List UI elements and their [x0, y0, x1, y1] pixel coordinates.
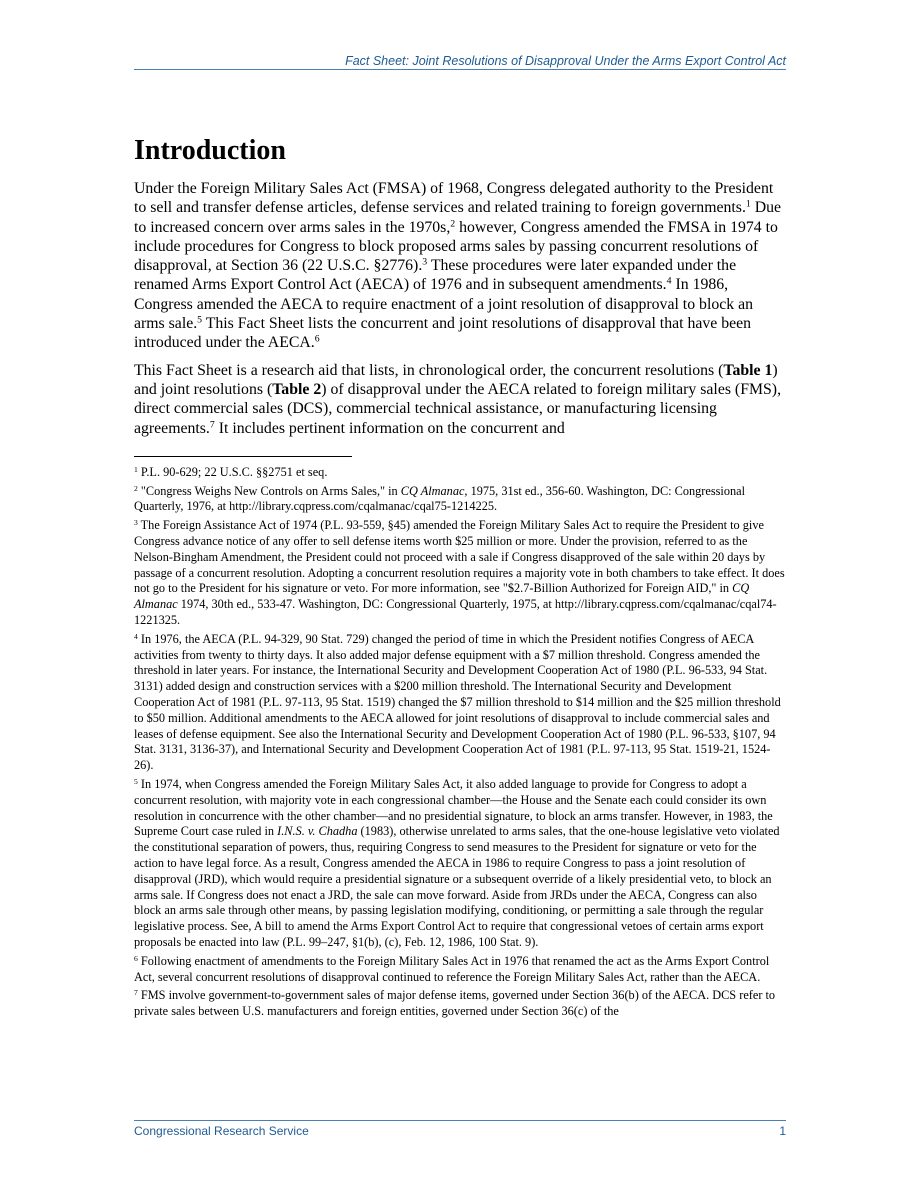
footnote-text: (1983), otherwise unrelated to arms sales, that the one-house legislative veto violated the constitutional separation of powers, thus, requiring Congress to send measures to the President for signature or veto for the action to have legal force. As a result, Congress amended the AECA in 1986 to require Congress to pass a joint resolution of disapproval (JRD), which would require a presidential signature or a subsequent override of a likely presidential veto, to block an arms sale. If Congress does not enact a JRD, the sale can move forward. Aside from JRDs under the AECA, Congress can also block an arms sale through other means, by passing legislation modifying, conditioning, or permitting a sale through the regular legislative process. See, A bill to amend the Arms Export Control Act to require that congressional vetoes of certain arms export proposals be enacted into law (P.L. 99–247, §1(b), (c), Feb. 12, 1986, 100 Stat. 9).: [134, 824, 780, 949]
footnote-text: The Foreign Assistance Act of 1974 (P.L. 93-559, §45) amended the Foreign Military Sales Act to require the President to give Congress advance notice of any offer to sell defense items worth $25 million or more. Under the provision, referred to as the Nelson-Bingham Amendment, the President could not proceed with a sale if Congress disapproved of the sale within 20 days by passage of a concurrent resolution. Adopting a concurrent resolution requires a majority vote in both chambers to take effect. It does not go to the President for his signature or veto. For more information, see "$2.7-Billion Authorized for Foreign AID," in: [134, 518, 785, 596]
footnote-text: In 1976, the AECA (P.L. 94-329, 90 Stat. 729) changed the period of time in which the President notifies Congress of AECA activities from twenty to thirty days. It also added major defense equipment with a $7 million threshold. Congress amended the threshold in later years. For instance, the International Security and Development Cooperation Act of 1980 (P.L. 96-533, 94 Stat. 3131) added design and construction services with a $200 million threshold. The International Security and Development Cooperation Act of 1981 (P.L. 97-113, 95 Stat. 1519) changed the $7 million threshold to $14 million and the $25 million threshold to $50 million. Additional amendments to the AECA allowed for joint resolutions of disapproval to include commercial sales and leases of defense equipment. See also the International Security and Development Cooperation Act of 1980 (P.L. 96-533, §107, 94 Stat. 3131, 3136-37), and International Security and Development Cooperation Act of 1981 (P.L. 97-113, 95 Stat. 1519-21, 1524-26).: [134, 631, 781, 773]
footnote-ref-1[interactable]: 1: [745, 198, 751, 210]
footnote-3: [134, 518, 786, 629]
footnote-ref-6[interactable]: 6: [314, 334, 320, 345]
footnote-number: 4: [134, 631, 138, 641]
footnote-text: "Congress Weighs New Controls on Arms Sales," in: [137, 483, 401, 498]
section-heading: Introduction: [134, 135, 286, 166]
p2-text-c: ) of disapproval under the AECA related to foreign military sales (FMS), direct commercial sales (DCS), commercial technical assistance, or manufacturing licensing agreements.: [134, 380, 782, 437]
p1-text-a: Under the Foreign Military Sales Act (FMSA) of 1968, Congress delegated authority to the President to sell and transfer defense articles, defense services and related training to foreign governments.: [134, 180, 774, 217]
footnote-number: 7: [134, 988, 138, 998]
page-number: 1: [779, 1124, 786, 1138]
footnote-italic-case: I.N.S. v. Chadha: [277, 824, 358, 839]
footnote-5: [134, 777, 786, 951]
p1-text-f: This Fact Sheet lists the concurrent and joint resolutions of disapproval that have been introduced under the AECA.: [134, 315, 752, 352]
p2-text-a: This Fact Sheet is a research aid that lists, in chronological order, the concurrent resolutions (: [134, 361, 724, 379]
page-body: [134, 132, 786, 1023]
footnote-ref-7[interactable]: 7: [209, 419, 215, 431]
footnote-number: 5: [134, 776, 138, 786]
footnote-2: [134, 484, 786, 516]
page-footer: [134, 1124, 786, 1138]
footnote-ref-4[interactable]: 4: [666, 276, 672, 288]
footnote-7: [134, 988, 786, 1020]
p2-text-b: ) and joint resolutions (: [134, 361, 778, 398]
footnote-ref-2[interactable]: 2: [450, 218, 456, 230]
footnote-text: FMS involve government-to-government sales of major defense items, governed under Section 36(b) of the AECA. DCS refer to private sales between U.S. manufacturers and foreign entities, governed under Section 36(c) of the: [134, 988, 776, 1019]
footnote-number: 2: [134, 483, 138, 493]
table-1-link[interactable]: Table 1: [723, 361, 773, 379]
footnote-ref-5[interactable]: 5: [197, 314, 203, 326]
footnote-6: [134, 954, 786, 986]
footnote-text: 1975, 31st ed., 356-60. Washington, DC: Congressional Quarterly, 1976, at http://library.cqpress.com/cqalmanac/cqal75-1214225.: [134, 483, 746, 514]
footnote-number: 1: [134, 464, 138, 474]
p2-text-d: It includes pertinent information on the concurrent and: [214, 419, 565, 437]
intro-paragraph-2: [134, 361, 786, 438]
footnote-italic-title: CQ Almanac,: [400, 483, 468, 498]
footnote-1: [134, 465, 786, 481]
p1-text-b: Due to increased concern over arms sales in the 1970s,: [134, 199, 782, 236]
p1-text-d: These procedures were later expanded under the renamed Arms Export Control Act (AECA) of 1976 and in subsequent amendments.: [134, 257, 737, 294]
footnote-text: Following enactment of amendments to the Foreign Military Sales Act in 1976 that renamed the act as the Arms Export Control Act, several concurrent resolutions of disapproval continued to reference the Foreign Military Sales Act, rather than the AECA.: [134, 953, 770, 984]
p1-text-c: however, Congress amended the FMSA in 1974 to include procedures for Congress to block proposed arms sales by passing concurrent resolutions of disapproval, at Section 36 (22 U.S.C. §2776).: [134, 218, 778, 275]
footnote-text: P.L. 90-629; 22 U.S.C. §§2751 et seq.: [137, 464, 328, 479]
running-header: Fact Sheet: Joint Resolutions of Disapproval Under the Arms Export Control Act: [345, 54, 786, 68]
footer-divider: [134, 1120, 786, 1121]
intro-paragraph-1: [134, 179, 786, 353]
footnote-text: In 1974, when Congress amended the Foreign Military Sales Act, it also added language to provide for Congress to adopt a concurrent resolution, with majority vote in each congressional chamber—the House and the Senate each could consider its own resolution in concurrence with the other chamber—and no presidential signature, to block an arms transfer. However, in 1983, the Supreme Court case ruled in: [134, 777, 773, 839]
footnote-separator: [134, 456, 352, 457]
footnote-text: 1974, 30th ed., 533-47. Washington, DC: Congressional Quarterly, 1975, at http://library.cqpress.com/cqalmanac/cqal74-1221325.: [134, 597, 777, 628]
footer-organization: Congressional Research Service: [134, 1124, 309, 1138]
footnote-4: [134, 632, 786, 774]
footnote-number: 6: [134, 953, 138, 963]
footnote-italic-title: CQ Almanac: [134, 581, 750, 612]
header-divider: [134, 69, 786, 70]
footnote-number: 3: [134, 518, 138, 528]
table-2-link[interactable]: Table 2: [272, 380, 322, 398]
p1-text-e: In 1986, Congress amended the AECA to require enactment of a joint resolution of disapproval to block an arms sale.: [134, 276, 754, 333]
footnote-ref-3[interactable]: 3: [422, 256, 428, 268]
